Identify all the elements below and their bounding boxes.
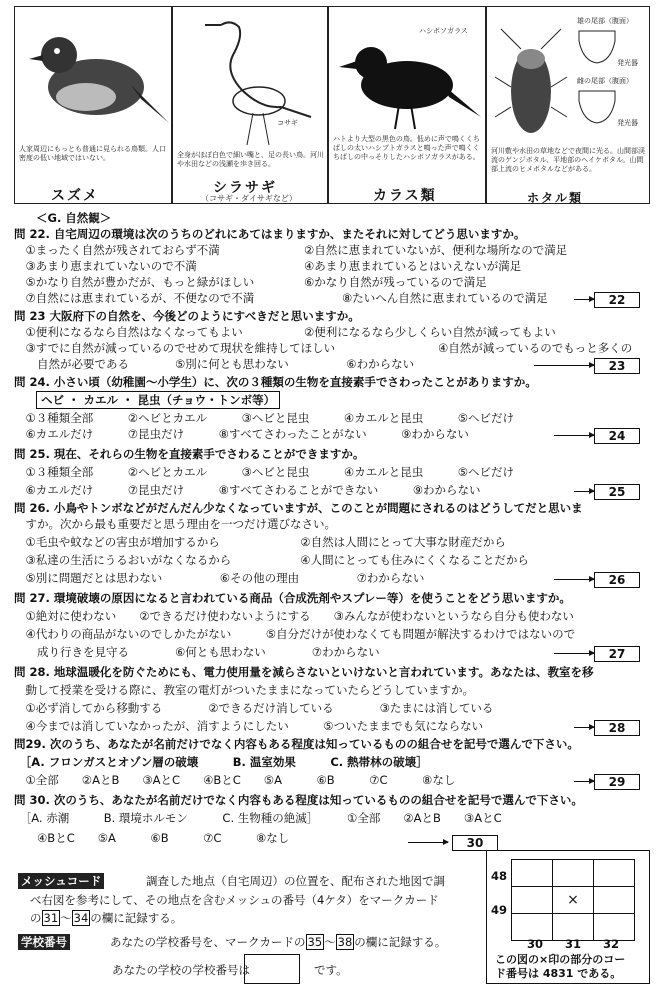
q30-answer-box[interactable]: 30: [452, 835, 498, 851]
q27-answer-box[interactable]: 27: [594, 646, 640, 662]
q29-items: ［A. フロンガスとオゾン層の破壊 B. 温室効果 C. 熱帯林の破壊］: [14, 755, 428, 769]
school-number-input[interactable]: [244, 954, 300, 984]
mesh-grid: [511, 859, 635, 941]
sparrow-caption: 人家周辺にもっとも普通に見られる鳥類。人口密度の低い地域ではいない。: [19, 145, 166, 162]
illustration-firefly: [486, 6, 650, 204]
crow-title: カラス類: [373, 188, 437, 204]
q28-arrow: [574, 727, 594, 728]
mesh-col-30: 30: [527, 937, 544, 951]
mesh-code-label: メッシュコード: [18, 873, 104, 889]
q25-answer-box[interactable]: 25: [594, 484, 640, 500]
male-tail-image: [577, 29, 617, 65]
sparrow-image: [21, 15, 171, 135]
q27-opt-row2: ④代わりの商品がないのでしかたがない ⑤自分だけが使わなくても問題が解決するわけではないので: [14, 627, 576, 641]
q24-opt-row1: ①３種類全部 ②ヘビとカエル ③ヘビと昆虫 ④カエルと昆虫 ⑤ヘビだけ: [14, 411, 515, 425]
q24-answer-box[interactable]: 24: [594, 428, 640, 444]
q27-opt-row1: ①絶対に使わない ②できるだけ使わないようにする ③みんなが使わないというなら自分も使わない: [14, 609, 574, 623]
mesh-note-1: この図の×印の部分のコー: [495, 953, 626, 966]
egret-subtitle: （コサギ・ダイサギなど）: [201, 194, 297, 203]
q22-opt2: ②自然に恵まれていないが、便利な場所なので満足: [304, 243, 568, 257]
q28-text: 問 28. 地球温暖化を防ぐためにも、電力使用量を減らさないといけないと言われています。あなたは、教室を移: [14, 665, 594, 679]
school-text-3: です。: [314, 963, 348, 977]
q25-text: 問 25. 現在、それらの生物を直接素手でさわることができますか。: [14, 447, 365, 461]
egret-title: シラサギ: [213, 180, 277, 196]
q23-opt1: ①便利になるなら自然はなくなってもよい: [14, 325, 243, 339]
school-col-start: 35: [307, 935, 323, 949]
q30-opts: ④BとC ⑤A ⑥B ⑦C ⑧なし: [14, 831, 290, 845]
q22-opt7: ⑦自然には恵まれているが、不便なので不満: [14, 291, 255, 305]
school-text-1: あなたの学校番号を、マークカードの 35 〜 38 の欄に記録する。: [110, 935, 447, 949]
q29-answer-box[interactable]: 29: [594, 774, 640, 790]
q22-opt1: ①まったく自然が残されておらず不満: [14, 243, 220, 257]
q27-text: 問 27. 環境破壊の原因になると言われている商品（合成洗剤やスプレー等）を使うことをどう思いますか。: [14, 591, 571, 605]
q28-text-2: 動して授業を受ける際に、教室の電灯がついたままになっていたらどうしていますか。: [14, 683, 474, 697]
sparrow-title: スズメ: [51, 188, 99, 204]
mesh-col-32: 32: [603, 937, 620, 951]
q23-opt5: 自然が必要である ⑤別に何とも思わない ⑥わからない: [14, 357, 415, 371]
crow-label: ハシボソガラス: [419, 27, 468, 35]
q26-text-2: すか。次から最も重要だと思う理由を一つだけ選びなさい。: [14, 517, 336, 531]
q28-answer-box[interactable]: 28: [594, 720, 640, 736]
mesh-text-2: べ右図を参考にして、その地点を含むメッシュの番号（4ケタ）をマークカード: [30, 893, 439, 907]
q22-opt3: ③あまり恵まれていないので不満: [14, 259, 197, 273]
q26-answer-box[interactable]: 26: [594, 572, 640, 588]
q30-text: 問 30. 次のうち、あなたが名前だけでなく内容もある程度は知っているものの組合せを記号で選んで下さい。: [14, 793, 583, 807]
question-area: [14, 226, 654, 866]
q23-opt2: ②便利になるなら少しくらい自然が減ってもよい: [304, 325, 556, 339]
mesh-diagram: [486, 850, 650, 984]
mesh-col-end: 34: [73, 911, 89, 925]
mesh-note-2: ド番号は 4831 である。: [495, 967, 622, 980]
mesh-row-48: 48: [491, 869, 508, 883]
q24-category-box: ヘビ ・ カエル ・ 昆虫（チョウ・トンボ等）: [36, 391, 280, 409]
crow-caption: ハトより大型の黒色の鳥。低めに声で鳴くくちばしの太いハシブトガラスと鳴った声で鳴くくちばしの中っそりしたハシボソガラスがある。: [333, 135, 480, 161]
q22-arrow: [574, 299, 594, 300]
q26-opt-row3: ⑤別に問題だとは思わない ⑥その他の理由 ⑦わからない: [14, 571, 425, 585]
mesh-col-31: 31: [565, 937, 582, 951]
firefly-title: ホタル類: [527, 191, 584, 204]
q28-opt-row1: ①必ず消してから移動する ②できるだけ消している ③たまには消している: [14, 701, 494, 715]
q24-text: 問 24. 小さい頃（幼稚園〜小学生）に、次の３種類の生物を直接素手でさわったことがありますか。: [14, 375, 537, 389]
mesh-text-1: 調査した地点（自宅周辺）の位置を、配布された地図で調: [146, 874, 445, 888]
firefly-image: [491, 27, 571, 145]
q29-opts: ①全部 ②AとB ③AとC ④BとC ⑤A ⑥B ⑦C ⑧なし: [14, 773, 456, 787]
q30-arrow: [408, 842, 448, 843]
q24-arrow: [554, 435, 594, 436]
q23-text: 問 23 大阪府下の自然を、今後どのようにすべきだと思いますか。: [14, 309, 360, 323]
school-col-end: 38: [337, 935, 353, 949]
q29-arrow: [574, 781, 594, 782]
q26-opt-row1: ①毛虫や蚊などの害虫が増加するから ②自然は人間にとって大事な財産だから: [14, 535, 506, 549]
q22-opt8: ⑧たいへん自然に恵まれているので満足: [342, 291, 548, 305]
egret-image: [203, 11, 313, 149]
mesh-mark: ×: [553, 887, 594, 914]
q30-items: ［A. 赤潮 B. 環境ホルモン C. 生物種の絶滅］ ①全部 ②AとB ③AとC: [14, 811, 502, 825]
q24-opt-row2: ⑥カエルだけ ⑦昆虫だけ ⑧すべてさわったことがない ⑨わからない: [14, 427, 469, 441]
q22-opt6: ⑥かなり自然が残っているので満足: [304, 275, 487, 289]
q22-opt5: ⑤かなり自然が豊かだが、もっと緑がほしい: [14, 275, 255, 289]
firefly-label-male-organ: 発光器: [617, 59, 638, 67]
egret-caption: 全身がほぼ白色で細い嘴と、足の長い鳥。河川や水田などの浅瀬を歩き回る。: [177, 151, 324, 168]
q27-opt-row3: 成り行きを見守る ⑥何とも思わない ⑦わからない: [14, 645, 380, 659]
crow-image: [337, 33, 483, 133]
firefly-label-female: 雌の尾部（腹面）: [577, 77, 633, 85]
q22-answer-box[interactable]: 22: [594, 292, 640, 308]
q26-opt-row2: ③私達の生活にうるおいがなくなるから ④人間にとっても住みにくくなることだから: [14, 553, 529, 567]
mesh-col-start: 31: [43, 911, 59, 925]
q27-arrow: [554, 653, 594, 654]
q23-opt4: ④自然が減っているのでもっと多くの: [438, 341, 633, 355]
q22-text: 問 22. 自宅周辺の環境は次のうちのどれにあてはまりますか、またそれに対してどう思いますか。: [14, 227, 526, 241]
q22-opt4: ④あまり恵まれているとはいえないが満足: [304, 259, 522, 273]
q23-answer-box[interactable]: 23: [594, 358, 640, 374]
section-heading: ＜G. 自然観＞: [36, 211, 112, 225]
firefly-label-female-organ: 発光器: [617, 119, 638, 127]
school-text-2: あなたの学校の学校番号は: [112, 963, 250, 977]
firefly-label-male: 雄の尾部（腹面）: [577, 17, 633, 25]
q25-arrow: [574, 491, 594, 492]
mesh-text-3: の 31 〜 34 の欄に記録する。: [30, 911, 183, 925]
firefly-caption: 河川敷や水田の草地などで夜間に光る。山間部渓流のゲンジボタル、平地部のヘイケボタル。山間部上流のヒメボタルなどがある。: [491, 147, 645, 173]
q28-opt-row2: ④今までは消していなかったが、消すようにしたい ⑤ついたままでも気にならない: [14, 719, 484, 733]
q26-arrow: [554, 579, 594, 580]
illustration-egret: [172, 6, 328, 204]
illustration-crow: [328, 6, 486, 204]
mesh-row-49: 49: [491, 903, 508, 917]
q23-arrow: [534, 365, 594, 366]
q25-opt-row1: ①３種類全部 ②ヘビとカエル ③ヘビと昆虫 ④カエルと昆虫 ⑤ヘビだけ: [14, 465, 515, 479]
school-number-label: 学校番号: [18, 934, 70, 950]
egret-label: コサギ: [277, 119, 298, 127]
q25-opt-row2: ⑥カエルだけ ⑦昆虫だけ ⑧すべてさわることができない ⑨わからない: [14, 483, 481, 497]
q29-text: 問29. 次のうち、あなたが名前だけでなく内容もある程度は知っているものの組合せを記号で選んで下さい。: [14, 737, 579, 751]
q23-opt3: ③すでに自然が減っているのでせめて現状を維持してほしい: [14, 341, 336, 355]
female-tail-image: [577, 89, 617, 125]
illustration-sparrow: [14, 6, 172, 204]
q26-text: 問 26. 小鳥やトンボなどがだんだん少なくなっていますが、このことが問題にされるのはどうしてだと思いま: [14, 501, 583, 515]
